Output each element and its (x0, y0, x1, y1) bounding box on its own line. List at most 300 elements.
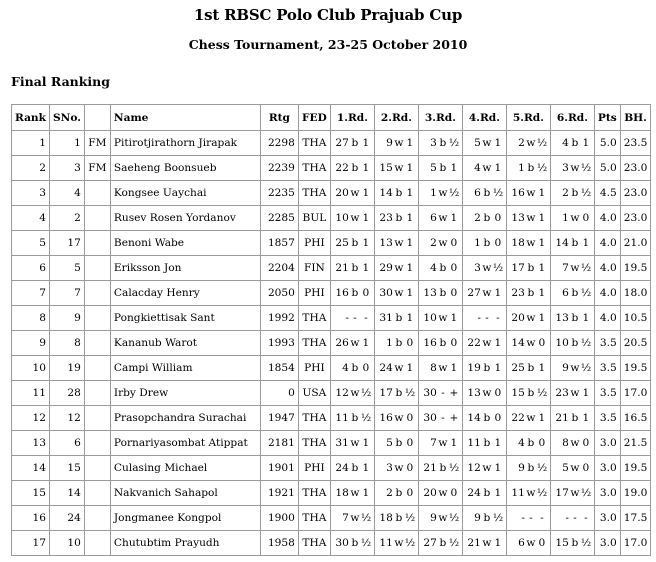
round-color: b (351, 287, 359, 299)
federation-cell: FIN (298, 256, 330, 281)
rating-cell: 1958 (260, 531, 298, 556)
round-color: w (350, 437, 360, 449)
col-rtg-header: Rtg (260, 105, 298, 131)
round-result (466, 387, 503, 399)
round-color: b (571, 287, 579, 299)
round-result: 1 (582, 237, 590, 249)
title-cell (84, 431, 110, 456)
round-cell (462, 406, 506, 431)
round-result: 1 (494, 162, 502, 174)
round-color: b (395, 437, 403, 449)
round-result: ½ (360, 387, 372, 399)
round-color: - (573, 512, 577, 524)
rank-cell: 6 (12, 256, 50, 281)
table-row (12, 306, 651, 331)
round-opponent: 1 (562, 212, 569, 224)
sno-cell: 5 (50, 256, 85, 281)
rating-cell: 2181 (260, 431, 298, 456)
sno-cell: 12 (50, 406, 85, 431)
round-result: ½ (404, 512, 416, 524)
round-opponent: 13 (555, 312, 569, 324)
round-cell (330, 181, 374, 206)
round-result (510, 412, 547, 424)
round-color: b (351, 362, 359, 374)
round-opponent: 13 (423, 287, 437, 299)
federation-cell: PHI (298, 231, 330, 256)
round-color: b (527, 262, 535, 274)
round-color: w (526, 137, 536, 149)
round-opponent: 1 (430, 187, 437, 199)
round-opponent: 19 (467, 362, 481, 374)
round-opponent: 5 (474, 137, 481, 149)
round-result (378, 537, 415, 549)
round-color: w (570, 437, 580, 449)
round-cell (418, 531, 462, 556)
round-result (422, 362, 459, 374)
round-opponent: 5 (562, 462, 569, 474)
rating-cell: 1921 (260, 481, 298, 506)
round-color: w (394, 162, 404, 174)
round-opponent: 10 (555, 337, 569, 349)
sno-cell: 28 (50, 381, 85, 406)
round-result (334, 312, 371, 324)
round-opponent: 16 (379, 412, 393, 424)
round-color: b (527, 387, 535, 399)
round-cell (550, 156, 594, 181)
round-cell (330, 281, 374, 306)
sno-cell: 9 (50, 306, 85, 331)
federation-cell: PHI (298, 281, 330, 306)
round-opponent: 1 (386, 337, 393, 349)
round-opponent: 5 (430, 162, 437, 174)
round-opponent: 15 (511, 387, 525, 399)
sno-cell: 15 (50, 456, 85, 481)
round-result: 0 (450, 262, 458, 274)
round-result: 1 (538, 237, 546, 249)
round-cell (462, 181, 506, 206)
round-color: w (350, 337, 360, 349)
round-opponent: 2 (474, 212, 481, 224)
round-cell (506, 131, 550, 156)
round-cell (462, 506, 506, 531)
round-result (334, 512, 371, 524)
round-cell (374, 481, 418, 506)
round-result: 1 (494, 362, 502, 374)
points-cell: 4.0 (594, 231, 620, 256)
round-result (510, 212, 547, 224)
round-cell (506, 506, 550, 531)
round-result: 1 (582, 137, 590, 149)
title-cell (84, 481, 110, 506)
round-cell (374, 331, 418, 356)
round-result: 1 (406, 162, 414, 174)
round-result (510, 512, 547, 524)
points-cell: 3.0 (594, 506, 620, 531)
round-result: 0 (494, 387, 502, 399)
round-result: ½ (492, 262, 504, 274)
table-row (12, 256, 651, 281)
federation-cell: BUL (298, 206, 330, 231)
round-color: w (350, 487, 360, 499)
round-cell (330, 481, 374, 506)
round-result: 1 (538, 212, 546, 224)
round-opponent: - (477, 312, 481, 324)
round-opponent: 18 (335, 487, 349, 499)
round-result: 1 (494, 462, 502, 474)
round-result (378, 137, 415, 149)
round-cell (418, 281, 462, 306)
round-opponent: 6 (430, 212, 437, 224)
round-color: w (482, 287, 492, 299)
round-result (422, 187, 459, 199)
round-result (510, 337, 547, 349)
round-result (466, 462, 503, 474)
round-result (422, 162, 459, 174)
rating-cell: 2239 (260, 156, 298, 181)
round-cell (462, 231, 506, 256)
round-opponent: 21 (335, 262, 349, 274)
round-opponent: 23 (379, 212, 393, 224)
round-result (554, 287, 591, 299)
title-cell: FM (84, 131, 110, 156)
round-cell (550, 181, 594, 206)
round-result (422, 462, 459, 474)
round-opponent: 30 (379, 287, 393, 299)
round-color: b (439, 337, 447, 349)
round-result (466, 262, 503, 274)
table-row (12, 456, 651, 481)
points-cell: 4.0 (594, 206, 620, 231)
round-cell (506, 456, 550, 481)
round-result: 1 (494, 287, 502, 299)
round-result: ½ (360, 512, 372, 524)
round-color: b (571, 312, 579, 324)
buchholz-cell: 19.5 (620, 356, 651, 381)
round-result: 1 (582, 412, 590, 424)
round-result: 1 (494, 437, 502, 449)
round-opponent: 13 (511, 212, 525, 224)
round-opponent: 27 (423, 537, 437, 549)
round-cell (506, 256, 550, 281)
round-result (378, 487, 415, 499)
buchholz-cell: 21.0 (620, 231, 651, 256)
round-opponent: 12 (467, 462, 481, 474)
round-result (466, 237, 503, 249)
round-opponent: 13 (379, 237, 393, 249)
round-result (554, 512, 591, 524)
rating-cell: 1947 (260, 406, 298, 431)
round-cell (330, 331, 374, 356)
title-cell (84, 456, 110, 481)
round-result: 0 (450, 287, 458, 299)
round-cell (550, 281, 594, 306)
rank-cell: 14 (12, 456, 50, 481)
round-result (554, 537, 591, 549)
round-result (422, 337, 459, 349)
round-cell (330, 306, 374, 331)
round-result (334, 437, 371, 449)
round-color: w (394, 237, 404, 249)
points-cell: 3.0 (594, 481, 620, 506)
round-result: 0 (406, 337, 414, 349)
round-result (334, 262, 371, 274)
round-result: ½ (360, 537, 372, 549)
round-result (510, 137, 547, 149)
round-result: ½ (360, 412, 372, 424)
round-result (334, 362, 371, 374)
name-cell: Pornariyasombat Atippat (110, 431, 260, 456)
round-result (554, 387, 591, 399)
round-result (466, 537, 503, 549)
points-cell: 4.5 (594, 181, 620, 206)
round-result (466, 287, 503, 299)
round-opponent: 6 (562, 287, 569, 299)
buchholz-cell: 17.0 (620, 531, 651, 556)
sno-cell: 14 (50, 481, 85, 506)
round-result (378, 212, 415, 224)
sno-cell: 2 (50, 206, 85, 231)
round-color: b (351, 162, 359, 174)
round-result (510, 362, 547, 374)
round-color: w (394, 537, 404, 549)
round-cell (330, 231, 374, 256)
round-color: w (526, 312, 536, 324)
round-result (422, 437, 459, 449)
round-color: - (441, 387, 445, 399)
round-cell (418, 256, 462, 281)
round-cell (550, 356, 594, 381)
round-opponent: 7 (342, 512, 349, 524)
rank-cell: 13 (12, 431, 50, 456)
round-opponent: 4 (562, 137, 569, 149)
round-cell (374, 306, 418, 331)
round-color: b (395, 512, 403, 524)
round-cell (374, 231, 418, 256)
round-result (378, 412, 415, 424)
round-result: 0 (538, 437, 546, 449)
round-opponent: 25 (511, 362, 525, 374)
round-result (510, 162, 547, 174)
round-result (554, 337, 591, 349)
round-cell (462, 156, 506, 181)
round-result: 1 (494, 337, 502, 349)
round-result: 1 (362, 137, 370, 149)
round-result: + (449, 412, 459, 424)
round-result: 1 (450, 437, 458, 449)
round-result (334, 162, 371, 174)
rating-cell: 2235 (260, 181, 298, 206)
round-result: 0 (406, 437, 414, 449)
round-cell (550, 531, 594, 556)
round-color: w (526, 237, 536, 249)
points-cell: 4.0 (594, 256, 620, 281)
round-opponent: 1 (518, 162, 525, 174)
title-cell (84, 306, 110, 331)
round-result (334, 412, 371, 424)
round-color: b (395, 387, 403, 399)
round-cell (462, 281, 506, 306)
round-cell (550, 406, 594, 431)
round-result (378, 512, 415, 524)
round-opponent: 2 (386, 487, 393, 499)
round-result: 1 (362, 237, 370, 249)
round-result: - (496, 312, 500, 324)
round-color: b (351, 137, 359, 149)
round-result (510, 287, 547, 299)
round-result: 0 (450, 337, 458, 349)
round-result: 0 (406, 412, 414, 424)
round-result: 0 (494, 412, 502, 424)
round-color: b (483, 187, 491, 199)
federation-cell: THA (298, 131, 330, 156)
round-color: b (351, 237, 359, 249)
round-result: ½ (536, 462, 548, 474)
round-opponent: 8 (562, 437, 569, 449)
round-cell (418, 456, 462, 481)
round-cell (462, 206, 506, 231)
round-result: ½ (580, 262, 592, 274)
round-opponent: 21 (467, 537, 481, 549)
round-cell (550, 231, 594, 256)
round-result (466, 137, 503, 149)
round-result (334, 462, 371, 474)
round-result (422, 137, 459, 149)
federation-cell: THA (298, 406, 330, 431)
title-cell (84, 381, 110, 406)
round-result (510, 312, 547, 324)
round-opponent: 11 (379, 537, 393, 549)
round-color: w (526, 537, 536, 549)
round-result: 1 (538, 312, 546, 324)
round-result: ½ (492, 512, 504, 524)
round-result (510, 237, 547, 249)
federation-cell: THA (298, 306, 330, 331)
round-result (466, 512, 503, 524)
round-cell (330, 381, 374, 406)
page-subtitle: Chess Tournament, 23-25 October 2010 (188, 37, 468, 52)
round-result (378, 362, 415, 374)
col-sno-header: SNo. (50, 105, 85, 131)
round-color: b (571, 537, 579, 549)
rating-cell: 2298 (260, 131, 298, 156)
round-cell (462, 531, 506, 556)
round-opponent: 11 (511, 487, 525, 499)
table-row (12, 381, 651, 406)
table-body (12, 131, 651, 556)
rank-cell: 4 (12, 206, 50, 231)
round-result (422, 312, 459, 324)
round-opponent: 9 (474, 512, 481, 524)
round-result (422, 262, 459, 274)
round-color: b (439, 162, 447, 174)
round-opponent: 3 (430, 137, 437, 149)
buchholz-cell: 10.5 (620, 306, 651, 331)
round-result: ½ (536, 487, 548, 499)
round-result: 1 (362, 262, 370, 274)
round-cell (418, 131, 462, 156)
round-opponent: 15 (555, 537, 569, 549)
round-color: b (571, 412, 579, 424)
points-cell: 3.5 (594, 356, 620, 381)
round-opponent: 27 (467, 287, 481, 299)
table-row (12, 531, 651, 556)
round-color: b (571, 237, 579, 249)
round-color: w (394, 412, 404, 424)
round-color: w (482, 387, 492, 399)
round-opponent: 3 (562, 162, 569, 174)
buchholz-cell: 23.0 (620, 156, 651, 181)
buchholz-cell: 20.5 (620, 331, 651, 356)
round-result: 1 (450, 362, 458, 374)
title-cell (84, 406, 110, 431)
round-result: 1 (538, 262, 546, 274)
round-color: w (482, 162, 492, 174)
buchholz-cell: 19.0 (620, 481, 651, 506)
round-cell (506, 431, 550, 456)
name-cell: Chutubtim Prayudh (110, 531, 260, 556)
round-color: w (394, 137, 404, 149)
title-cell (84, 356, 110, 381)
round-result (554, 437, 591, 449)
round-cell (330, 431, 374, 456)
table-header-row (12, 105, 651, 131)
table-row (12, 481, 651, 506)
rating-cell: 1900 (260, 506, 298, 531)
round-result (378, 262, 415, 274)
round-cell (330, 406, 374, 431)
round-result: 1 (494, 137, 502, 149)
round-color: w (482, 462, 492, 474)
round-result: 0 (494, 212, 502, 224)
round-color: b (395, 212, 403, 224)
buchholz-cell: 18.0 (620, 281, 651, 306)
round-opponent: 9 (518, 462, 525, 474)
sno-cell: 10 (50, 531, 85, 556)
round-result: 1 (406, 212, 414, 224)
buchholz-cell: 17.0 (620, 381, 651, 406)
round-color: b (395, 187, 403, 199)
round-color: w (570, 387, 580, 399)
round-cell (374, 181, 418, 206)
round-opponent: 21 (423, 462, 437, 474)
round-result: - (364, 312, 368, 324)
round-result (554, 312, 591, 324)
round-color: - (353, 312, 357, 324)
round-color: w (394, 462, 404, 474)
round-result: 1 (450, 212, 458, 224)
round-opponent: 16 (423, 337, 437, 349)
round-cell (462, 456, 506, 481)
round-cell (374, 206, 418, 231)
round-result (334, 137, 371, 149)
round-result (422, 387, 459, 399)
round-result: ½ (404, 387, 416, 399)
round-opponent: 1 (474, 237, 481, 249)
federation-cell: THA (298, 481, 330, 506)
col-bh-header: BH. (620, 105, 651, 131)
federation-cell: THA (298, 531, 330, 556)
col-rank-header: Rank (12, 105, 50, 131)
round-result (554, 137, 591, 149)
points-cell: 3.5 (594, 331, 620, 356)
table-row (12, 206, 651, 231)
points-cell: 3.0 (594, 431, 620, 456)
round-opponent: 2 (518, 137, 525, 149)
round-cell (330, 506, 374, 531)
table-row (12, 331, 651, 356)
round-opponent: 22 (511, 412, 525, 424)
round-cell (550, 256, 594, 281)
